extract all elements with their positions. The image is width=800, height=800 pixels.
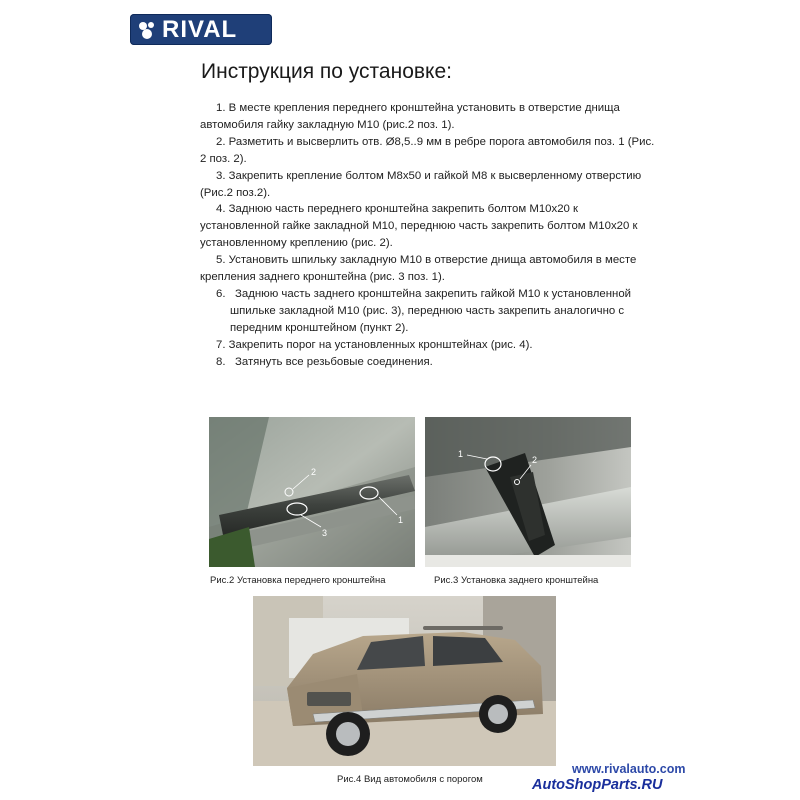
watermark-url: www.rivalauto.com	[572, 762, 686, 776]
logo-text: RIVAL	[162, 16, 238, 43]
step-6: 6. Заднюю часть заднего кронштейна закрепить гайкой М10 к установленной шпильке закладной М10 (рис. 3), переднюю часть закрепить аналогично с передним кронштейном (пункт 2).	[216, 287, 632, 334]
rival-logo	[130, 14, 272, 45]
step-1: 1. В месте крепления переднего кронштейна установить в отверстие днища автомобиля гайку закладную М10 (рис.2 поз. 1).	[200, 102, 620, 131]
step-8: 8. Затянуть все резьбовые соединения.	[216, 355, 433, 368]
watermark	[532, 762, 702, 796]
figure-3-caption: Рис.3 Установка заднего кронштейна	[434, 575, 599, 586]
page-title: Инструкция по установке:	[201, 60, 452, 83]
brand-emblem-icon	[136, 19, 158, 41]
fig2-label-2: 2	[311, 467, 317, 477]
step-7: 7. Закрепить порог на установленных кронштейнах (рис. 4).	[216, 338, 533, 351]
step-2: 2. Разметить и высверлить отв. Ø8,5..9 мм в ребре порога автомобиля поз. 1 (Рис. 2 поз. 2).	[200, 135, 655, 165]
figure-3-photo	[425, 417, 631, 567]
figure-4-caption: Рис.4 Вид автомобиля с порогом	[337, 774, 483, 785]
watermark-shop: AutoShopParts.RU	[532, 777, 663, 793]
figure-2-photo	[209, 417, 415, 567]
step-3: 3. Закрепить крепление болтом М8х50 и гайкой М8 к высверленному отверстию (Рис.2 поз.2).	[200, 169, 642, 199]
figure-4-photo	[253, 596, 556, 766]
fig2-label-1: 1	[398, 515, 404, 525]
fig2-label-3: 3	[322, 528, 328, 538]
instruction-steps	[200, 100, 660, 371]
step-5: 5. Установить шпильку закладную М10 в отверстие днища автомобиля в месте крепления заднего кронштейна (рис. 3 поз. 1).	[200, 254, 637, 284]
step-4: 4. Заднюю часть переднего кронштейна закрепить болтом М10х20 к установленной гайке закладной М10, переднюю часть закрепить болтом М10х20 к установленному креплению (рис. 2).	[200, 203, 638, 250]
fig3-label-1: 1	[458, 449, 464, 459]
fig3-label-2: 2	[532, 455, 538, 465]
figure-2-caption: Рис.2 Установка переднего кронштейна	[210, 575, 386, 586]
